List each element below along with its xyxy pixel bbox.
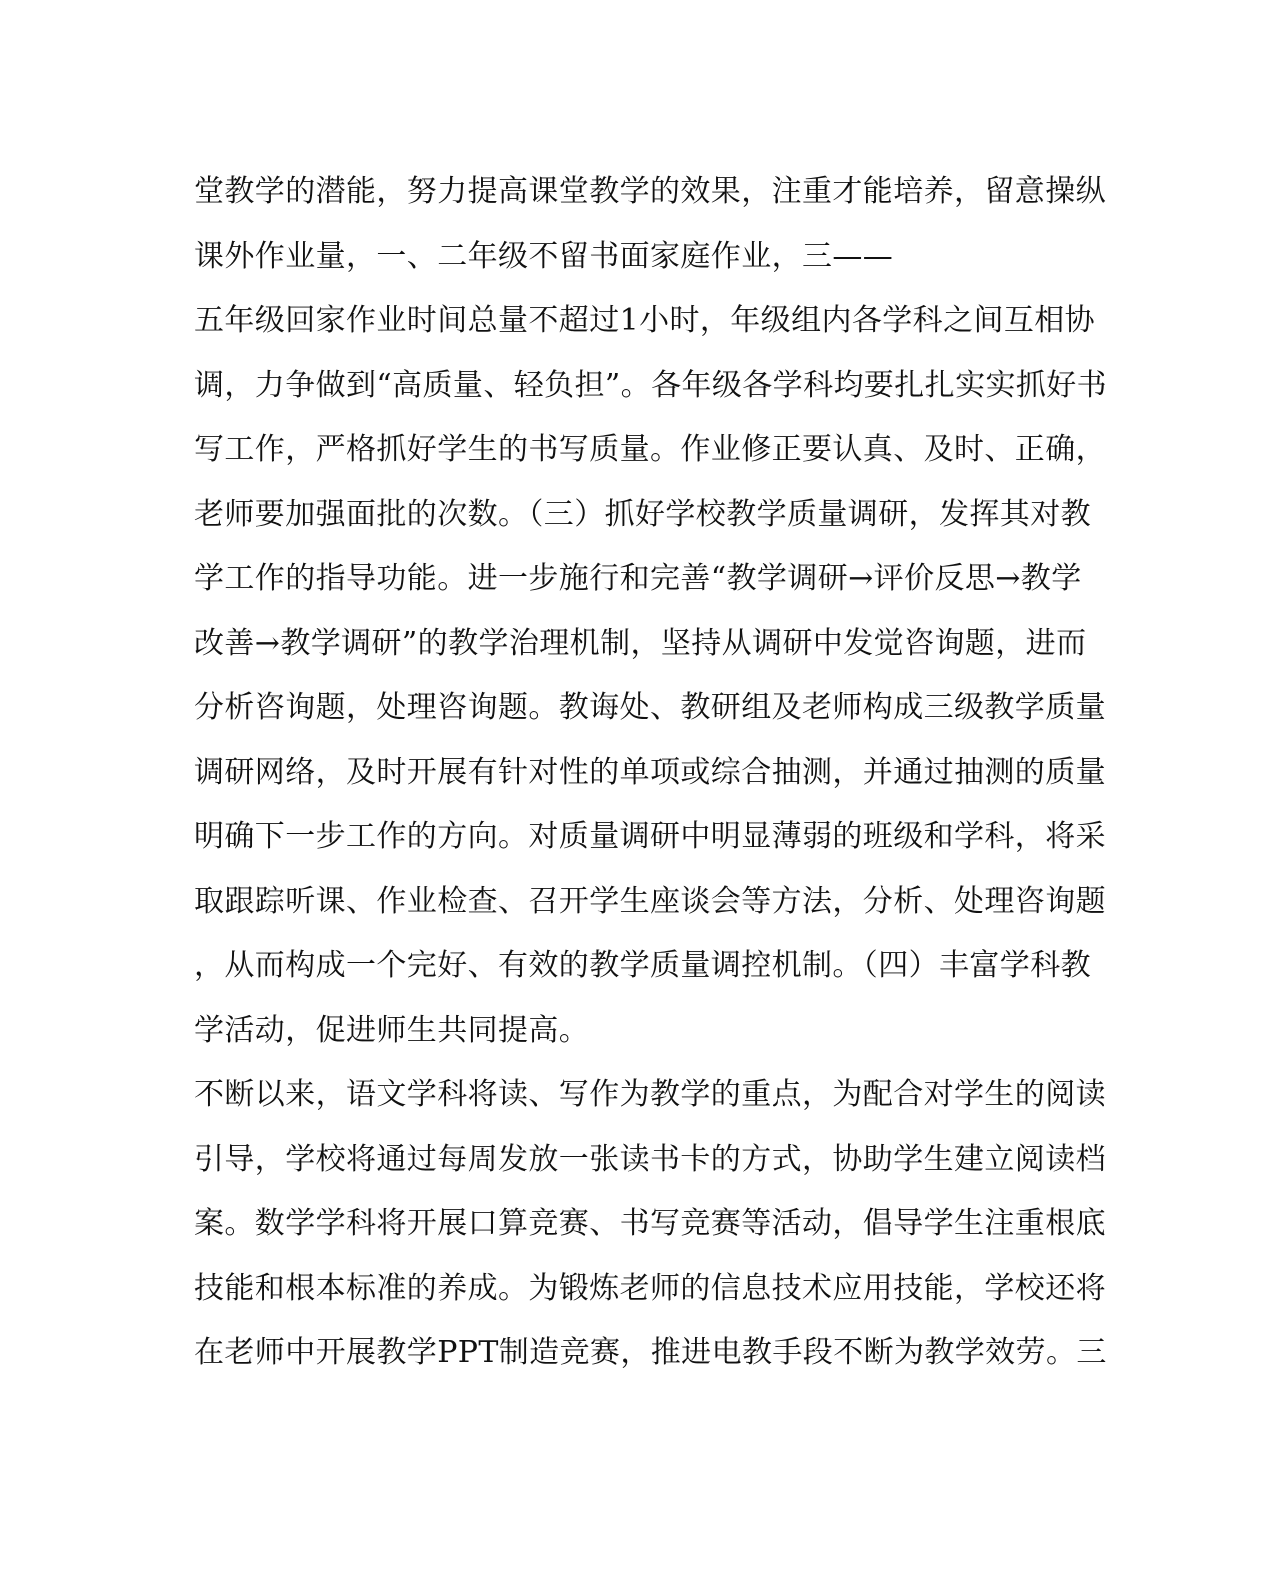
text-line-13: ，从而构成一个完好、有效的教学质量调控机制。（四）丰富学科教: [194, 948, 1091, 983]
text-line-2: 课外作业量，一、二年级不留书面家庭作业，三——: [194, 238, 894, 274]
text-line-10: 调研网络，及时开展有针对性的单项或综合抽测，并通过抽测的质量: [194, 754, 1106, 790]
text-line-3: 五年级回家作业时间总量不超过1小时，年级组内各学科之间互相协: [194, 303, 1096, 338]
text-line-5: 写工作，严格抓好学生的书写质量。作业修正要认真、及时、正确，: [194, 432, 1106, 467]
text-line-8: 改善→教学调研”的教学治理机制，坚持从调研中发觉咨询题，进而: [194, 625, 1087, 661]
text-line-16: 引导，学校将通过每周发放一张读书卡的方式，协助学生建立阅读档: [194, 1141, 1106, 1177]
text-line-18: 技能和根本标准的养成。为锻炼老师的信息技术应用技能，学校还将: [194, 1270, 1106, 1306]
text-line-17: 案。数学学科将开展口算竞赛、书写竞赛等活动，倡导学生注重根底: [194, 1206, 1106, 1241]
text-line-19: 在老师中开展教学PPT制造竞赛，推进电教手段不断为教学效劳。三: [194, 1335, 1107, 1370]
text-line-15: 不断以来，语文学科将读、写作为教学的重点，为配合对学生的阅读: [194, 1077, 1106, 1112]
body-text: [194, 160, 1108, 1386]
text-line-1: 堂教学的潜能，努力提高课堂教学的效果，注重才能培养，留意操纵: [194, 174, 1106, 209]
text-line-12: 取跟踪听课、作业检查、召开学生座谈会等方法，分析、处理咨询题: [194, 883, 1106, 919]
text-line-4: 调，力争做到“高质量、轻负担”。各年级各学科均要扎扎实实抓好书: [194, 367, 1108, 403]
text-line-9: 分析咨询题，处理咨询题。教诲处、教研组及老师构成三级教学质量: [194, 690, 1106, 725]
text-line-11: 明确下一步工作的方向。对质量调研中明显薄弱的班级和学科，将采: [194, 819, 1106, 854]
text-line-14: 学活动，促进师生共同提高。: [194, 1012, 590, 1048]
text-line-6: 老师要加强面批的次数。（三）抓好学校教学质量调研，发挥其对教: [194, 496, 1091, 532]
text-line-7: 学工作的指导功能。进一步施行和完善“教学调研→评价反思→教学: [194, 561, 1082, 596]
